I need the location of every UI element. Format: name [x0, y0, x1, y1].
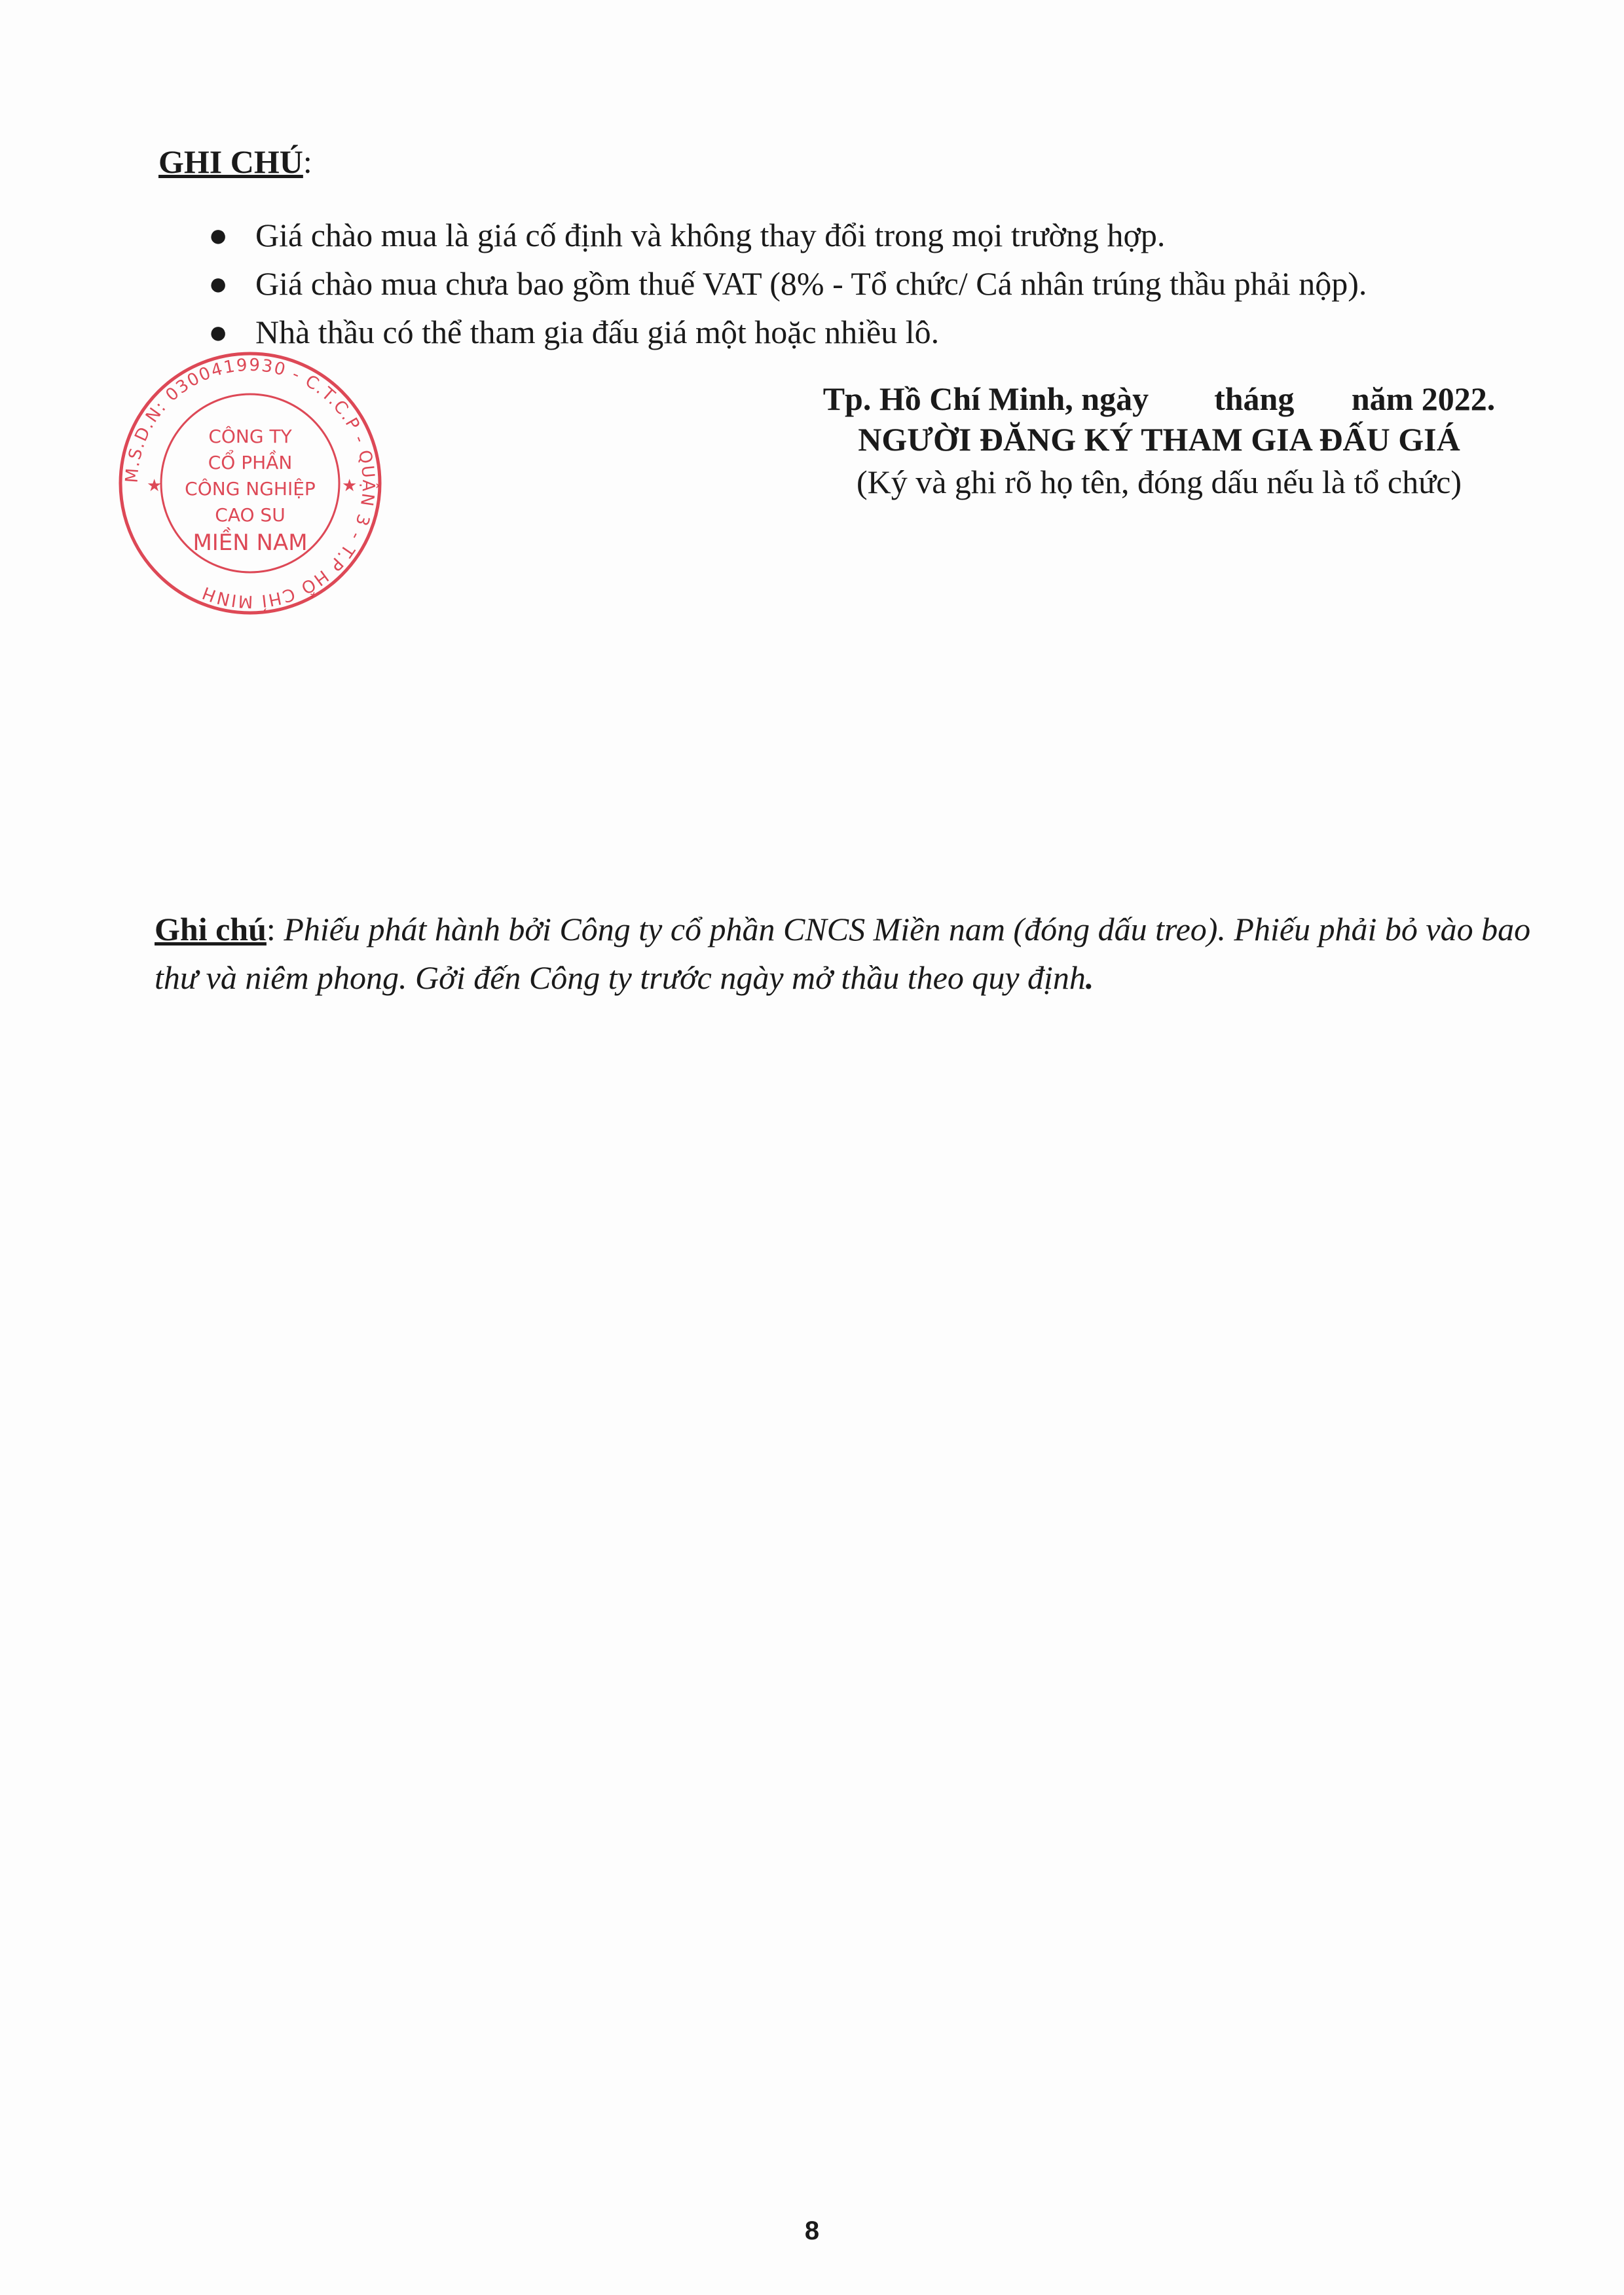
notes-item-text: Giá chào mua là giá cố định và không thay đổi trong mọi trường hợp.: [255, 217, 1166, 253]
notes-item: [208, 259, 1367, 308]
notes-item-text: Nhà thầu có thể tham gia đấu giá một hoặc nhiều lô.: [255, 314, 940, 350]
notes-item-text: Giá chào mua chưa bao gồm thuế VAT (8% - Tổ chức/ Cá nhân trúng thầu phải nộp).: [255, 265, 1367, 302]
stamp-star-icon: ★: [147, 476, 162, 496]
stamp-line: CỔ PHẦN: [208, 452, 293, 473]
notes-heading-text: GHI CHÚ: [158, 143, 303, 180]
bullet-icon: ●: [208, 217, 229, 253]
stamp-line: CAO SU: [215, 504, 286, 526]
notes-list: [208, 211, 1367, 356]
bullet-icon: ●: [208, 265, 229, 302]
stamp-star-icon: ★: [342, 476, 358, 496]
notes-heading: [158, 143, 312, 181]
company-stamp: [113, 346, 388, 621]
notes-heading-colon: :: [303, 143, 312, 180]
signature-block: [766, 378, 1552, 504]
stamp-line: CÔNG TY: [208, 426, 292, 447]
footnote-colon: :: [266, 911, 276, 947]
stamp-ring-text: M.S.D.N: 0300419930 - C.T.C.P - QUẬN 3 - T.P HỒ CHÍ MINH: [122, 355, 378, 612]
footnote-end: .: [1085, 959, 1094, 996]
bullet-icon: ●: [208, 314, 229, 350]
page-number: 8: [804, 2216, 820, 2245]
signature-date-line: Tp. Hồ Chí Minh, ngày tháng năm 2022.: [822, 380, 1496, 417]
signature-hint: (Ký và ghi rõ họ tên, đóng dấu nếu là tổ chức): [856, 464, 1462, 500]
notes-item: [208, 211, 1367, 259]
footnote-text: Phiếu phát hành bởi Công ty cổ phần CNCS Miền nam (đóng dấu treo). Phiếu phải bỏ vào bao thư và niêm phong. Gởi đến Công ty trước ngày mở thầu theo quy định: [155, 911, 1531, 996]
signature-role: NGƯỜI ĐĂNG KÝ THAM GIA ĐẤU GIÁ: [858, 421, 1460, 458]
stamp-line: CÔNG NGHIỆP: [185, 478, 316, 500]
footnote-label: Ghi chú: [155, 911, 267, 947]
stamp-line: MIỀN NAM: [193, 530, 308, 556]
footnote: [155, 905, 1543, 1002]
